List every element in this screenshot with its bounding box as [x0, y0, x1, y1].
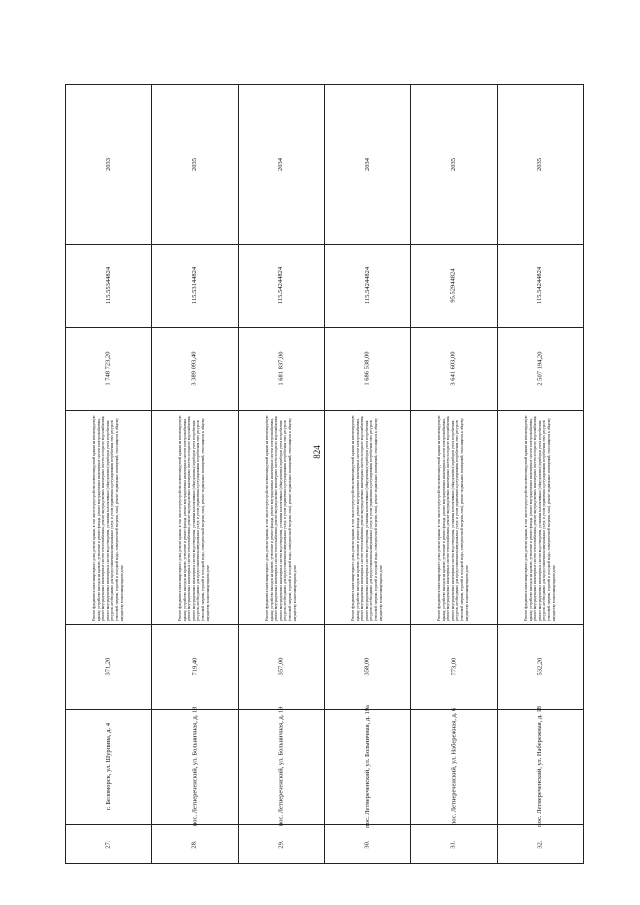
cell-num: [324, 824, 410, 864]
cell-address: [324, 705, 410, 828]
cell-code: [497, 244, 583, 327]
year-text: 2033: [104, 157, 112, 171]
cost-text: 1 681 837,00: [277, 351, 285, 386]
area-text: 773,00: [449, 657, 457, 676]
cell-description: [410, 410, 496, 624]
area-text: 357,00: [277, 657, 285, 676]
code-text: 115.54244824: [536, 266, 544, 305]
cell-description: [324, 410, 410, 624]
year-text: 2034: [363, 157, 371, 171]
num-text: 31.: [449, 839, 457, 849]
area-text: 532,20: [536, 657, 544, 676]
cell-cost: [65, 327, 151, 410]
cell-address: [151, 706, 237, 827]
area-text: 371,20: [104, 657, 112, 676]
address-text: пос. Летнереченский, ул. Больничная, д. 18: [190, 706, 198, 827]
year-text: 2035: [449, 157, 457, 171]
year-text: 2035: [536, 157, 544, 171]
address-text: пос. Летнереченский, ул. Набережная, д. 6: [449, 707, 457, 826]
cell-year: [151, 84, 237, 244]
cell-year: [238, 84, 324, 244]
work-description: Ремонт фундамента многоквартирного дома, ремонт крыши, в том числе переустройство невентилируемой крыши на вентилируемую крышу, устройство выходов на кровлю, утепление и ремонт фасада, ремонт внутридомовых инженерных систем электроснабжения, ремонт внутридомовых инженерных систем теплоснабжения, ремонт внутридомовых инженерных систем холодного водоснабжения, ремонт внутридомовых инженерных систем водоотведения, установка коллективных (общедомовых) приборов учета потребления ресурсов, необходимых для предоставления коммунальных услуг, и узлов управления и регулирования потребления этих ресурсов (тепловой энергии, горячей и холодной воды, электрической энергии, газа), ремонт подвальных помещений, относящихся к общему имуществу в многоквартирном доме: [178, 415, 210, 621]
cell-address: [497, 706, 583, 827]
area-text: 358,00: [363, 657, 371, 676]
page-number: 824: [311, 445, 322, 459]
code-text: 115.53144824: [190, 266, 198, 305]
cell-cost: [238, 327, 324, 410]
cell-num: [410, 824, 496, 864]
year-text: 2034: [277, 157, 285, 171]
cost-text: 3 641 603,00: [449, 351, 457, 386]
work-description: Ремонт фундамента многоквартирного дома, ремонт крыши, в том числе переустройство невентилируемой крыши на вентилируемую крышу, устройство выходов на кровлю, утепление и ремонт фасада, ремонт внутридомовых инженерных систем электроснабжения, ремонт внутридомовых инженерных систем теплоснабжения, ремонт внутридомовых инженерных систем холодного водоснабжения, ремонт внутридомовых инженерных систем водоотведения, установка коллективных (общедомовых) приборов учета потребления ресурсов, необходимых для предоставления коммунальных услуг, и узлов управления и регулирования потребления этих ресурсов (тепловой энергии, горячей и холодной воды, электрической энергии, газа), ремонт подвальных помещений, относящихся к общему имуществу в многоквартирном доме: [92, 415, 124, 621]
cost-text: 1 686 538,00: [363, 351, 371, 386]
cell-cost: [151, 327, 237, 410]
cell-area: [497, 624, 583, 709]
cell-area: [324, 624, 410, 709]
cell-cost: [497, 327, 583, 410]
code-text: 115.54244824: [277, 266, 285, 305]
num-text: 27.: [104, 839, 112, 849]
address-text: пос. Летнереченский, ул. Больничная, д. 19: [277, 706, 285, 827]
cell-cost: [324, 327, 410, 410]
area-text: 719,40: [190, 657, 198, 676]
cell-year: [497, 84, 583, 244]
code-text: 95.52944824: [449, 268, 457, 303]
year-text: 2035: [190, 157, 198, 171]
cell-num: [497, 824, 583, 864]
num-text: 28.: [190, 839, 198, 849]
cost-text: 3 389 093,40: [190, 351, 198, 386]
cell-code: [324, 244, 410, 327]
num-text: 30.: [363, 839, 371, 849]
cell-description: [497, 410, 583, 624]
cost-text: 1 748 723,20: [104, 351, 112, 386]
work-description: Ремонт фундамента многоквартирного дома, ремонт крыши, в том числе переустройство невентилируемой крыши на вентилируемую крышу, устройство выходов на кровлю, утепление и ремонт фасада, ремонт внутридомовых инженерных систем электроснабжения, ремонт внутридомовых инженерных систем теплоснабжения, ремонт внутридомовых инженерных систем холодного водоснабжения, ремонт внутридомовых инженерных систем водоотведения, установка коллективных (общедомовых) приборов учета потребления ресурсов, необходимых для предоставления коммунальных услуг, и узлов управления и регулирования потребления этих ресурсов (тепловой энергии, горячей и холодной воды, электрической энергии, газа), ремонт подвальных помещений, относящихся к общему имуществу в многоквартирном доме: [523, 415, 556, 621]
cell-address: [65, 709, 151, 824]
num-text: 29.: [277, 839, 285, 849]
cell-description: [151, 410, 237, 624]
cell-code: [151, 244, 237, 327]
cell-address: [410, 709, 496, 824]
cell-area: [151, 624, 237, 709]
cell-description: [238, 410, 324, 624]
cell-area: [238, 624, 324, 709]
code-text: 115.55344824: [104, 266, 112, 305]
cell-cost: [410, 327, 496, 410]
row-divider: [583, 84, 584, 864]
cost-text: 2 507 194,20: [536, 351, 544, 386]
cell-area: [65, 624, 151, 709]
cell-code: [238, 244, 324, 327]
cell-num: [65, 824, 151, 864]
address-text: пос. Летнереченский, ул. Больничная, д. 19а: [363, 705, 371, 828]
address-text: пос. Летнереченский, ул. Набережная, д. 18: [536, 706, 544, 827]
work-description: Ремонт фундамента многоквартирного дома, ремонт крыши, в том числе переустройство невентилируемой крыши на вентилируемую крышу, устройство выходов на кровлю, утепление и ремонт фасада, ремонт внутридомовых инженерных систем электроснабжения, ремонт внутридомовых инженерных систем теплоснабжения, ремонт внутридомовых инженерных систем холодного водоснабжения, ремонт внутридомовых инженерных систем водоотведения, установка коллективных (общедомовых) приборов учета потребления ресурсов, необходимых для предоставления коммунальных услуг, и узлов управления и регулирования потребления этих ресурсов (тепловой энергии, горячей и холодной воды, электрической энергии, газа), ремонт подвальных помещений, относящихся к общему имуществу в многоквартирном доме: [264, 415, 297, 621]
code-text: 115.54244824: [363, 266, 371, 305]
cell-code: [65, 244, 151, 327]
address-text: г. Беломорск, ул. Шурпина, д. 4: [104, 723, 112, 810]
cell-num: [238, 824, 324, 864]
repair-schedule-table: [65, 84, 583, 864]
cell-code: [410, 244, 496, 327]
cell-year: [410, 84, 496, 244]
cell-year: [65, 84, 151, 244]
work-description: Ремонт фундамента многоквартирного дома, ремонт крыши, в том числе переустройство невентилируемой крыши на вентилируемую крышу, устройство выходов на кровлю, утепление и ремонт фасада, ремонт внутридомовых инженерных систем электроснабжения, ремонт внутридомовых инженерных систем теплоснабжения, ремонт внутридомовых инженерных систем холодного водоснабжения, ремонт внутридомовых инженерных систем водоотведения, установка коллективных (общедомовых) приборов учета потребления ресурсов, необходимых для предоставления коммунальных услуг, и узлов управления и регулирования потребления этих ресурсов (тепловой энергии, горячей и холодной воды, электрической энергии, газа), ремонт подвальных помещений, относящихся к общему имуществу в многоквартирном доме: [437, 415, 469, 621]
cell-area: [410, 624, 496, 709]
cell-description: [65, 410, 151, 624]
num-text: 32.: [536, 839, 544, 849]
cell-year: [324, 84, 410, 244]
work-description: Ремонт фундамента многоквартирного дома, ремонт крыши, в том числе переустройство невентилируемой крыши на вентилируемую крышу, устройство выходов на кровлю, утепление и ремонт фасада, ремонт внутридомовых инженерных систем электроснабжения, ремонт внутридомовых инженерных систем теплоснабжения, ремонт внутридомовых инженерных систем холодного водоснабжения, ремонт внутридомовых инженерных систем водоотведения, установка коллективных (общедомовых) приборов учета потребления ресурсов, необходимых для предоставления коммунальных услуг, и узлов управления и регулирования потребления этих ресурсов (тепловой энергии, горячей и холодной воды, электрической энергии, газа), ремонт подвальных помещений, относящихся к общему имуществу в многоквартирном доме: [351, 415, 383, 621]
cell-address: [238, 706, 324, 827]
cell-num: [151, 824, 237, 864]
